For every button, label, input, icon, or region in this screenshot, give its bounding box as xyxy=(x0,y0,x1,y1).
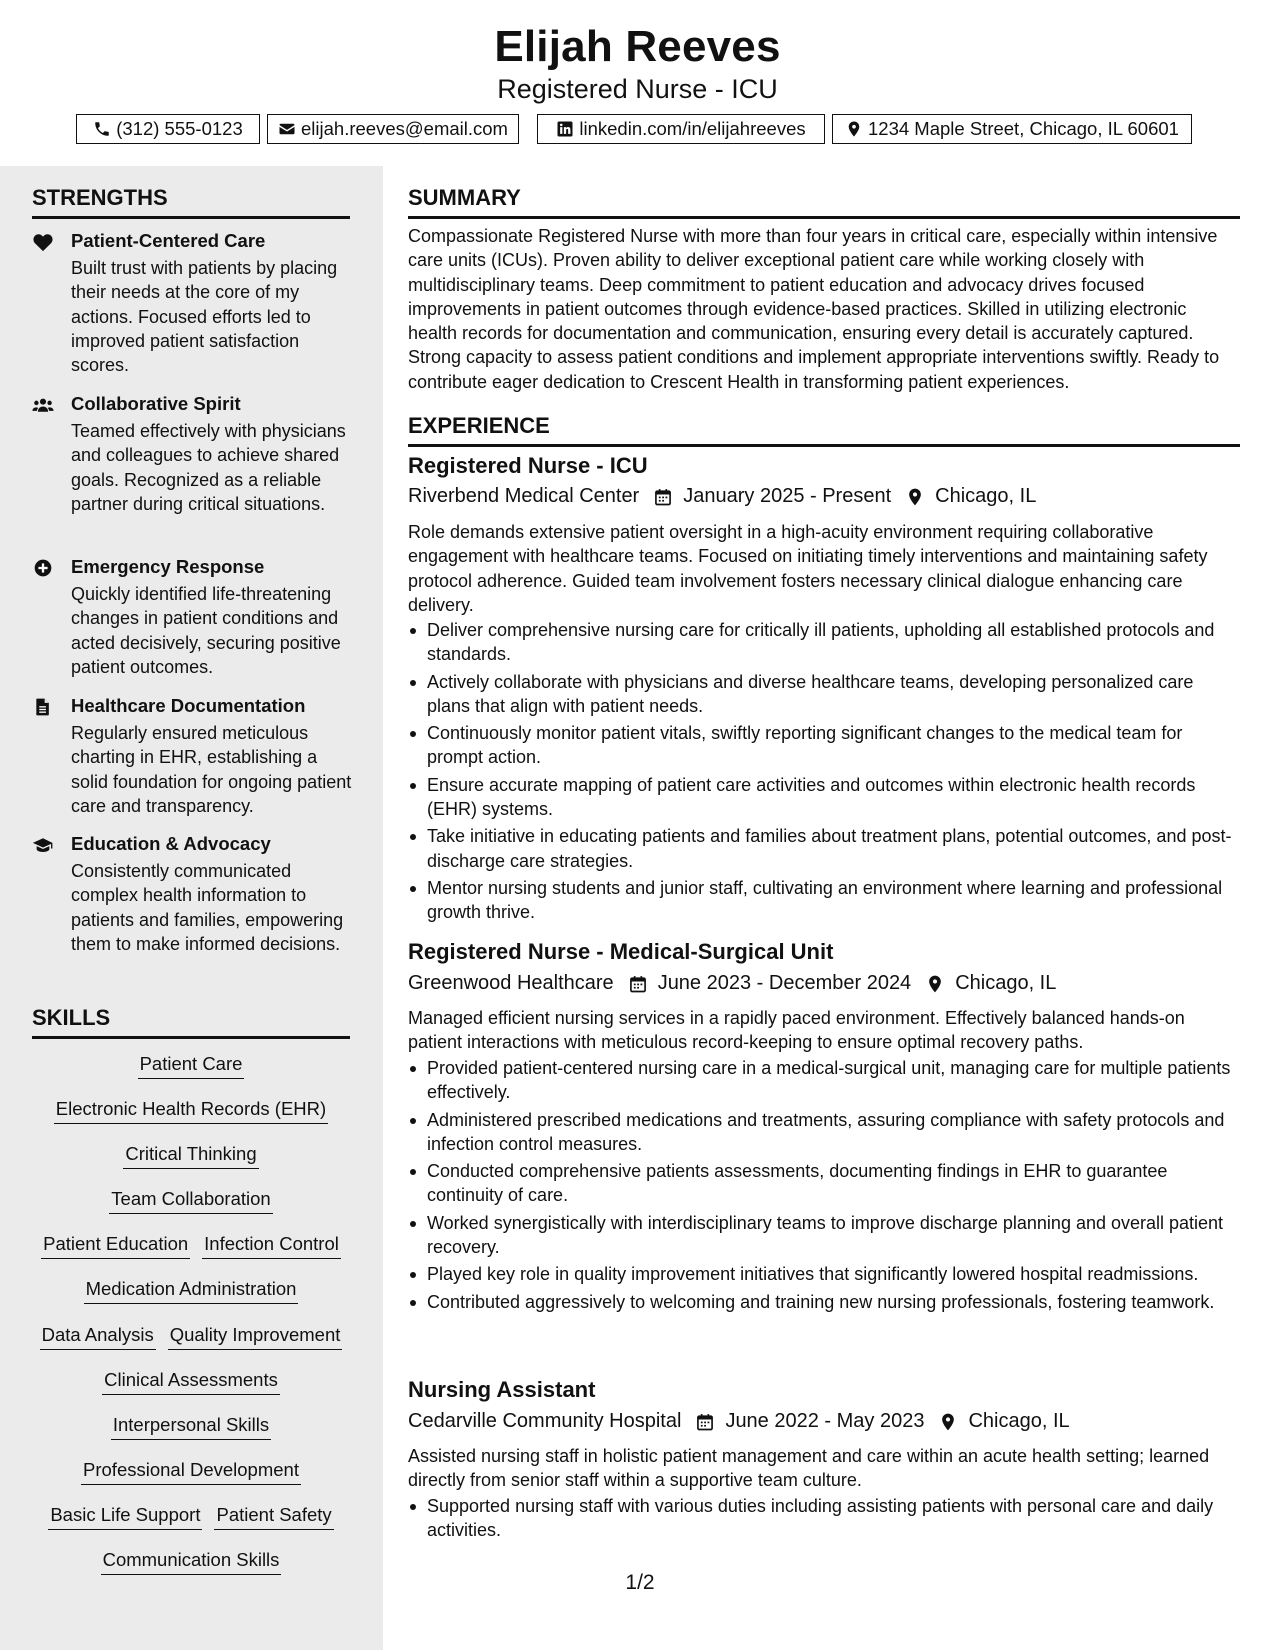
summary-text: Compassionate Registered Nurse with more than four years in critical care, especially within intensive care units (ICUs). Proven ability to deliver exceptional patient care while working closely with multidisciplinary teams. Deep commitment to patient education and advocacy drives focused improvements in patient outcomes through evidence-based practices. Skilled in utilizing electronic health records for documentation and communication, ensuring every detail is accurately captured. Strong capacity to assess patient conditions and implement appropriate interventions swiftly. Ready to contribute eager dedication to Crescent Health in transforming patient experiences. xyxy=(408,226,1220,392)
skill-row xyxy=(32,1369,350,1395)
bullet-item: Supported nursing staff with various duties including assisting patients with personal care and daily activities. xyxy=(408,1494,1240,1543)
contact-linkedin[interactable] xyxy=(537,114,825,144)
job-description: Role demands extensive patient oversight in a high-acuity environment requiring collaborative engagement with healthcare teams. Focused on initiating timely interventions and maintaining safety protocol adherence. Guided team involvement fosters necessary clinical dialogue enhancing care delivery. xyxy=(408,522,1208,615)
contact-email[interactable] xyxy=(267,114,519,144)
skill-row xyxy=(32,1188,350,1214)
strengths-heading: STRENGTHS xyxy=(32,185,350,219)
strength-title: Collaborative Spirit xyxy=(71,393,241,414)
bullet-item: Continuously monitor patient vitals, swiftly reporting significant changes to the medical team for prompt action. xyxy=(408,721,1240,770)
bullet-item: Take initiative in educating patients and families about treatment plans, potential outcomes, and post-discharge care strategies. xyxy=(408,824,1240,873)
contact-text: 1234 Maple Street, Chicago, IL 60601 xyxy=(868,118,1179,139)
candidate-title: Registered Nurse - ICU xyxy=(497,74,778,104)
skills-heading: SKILLS xyxy=(32,1005,350,1039)
strength-description: Consistently communicated complex health information to patients and families, empowering them to make informed decisions. xyxy=(71,861,344,954)
experience-heading: EXPERIENCE xyxy=(408,413,1240,447)
job-dates: June 2023 - December 2024 xyxy=(657,972,912,994)
skill-tag: Electronic Health Records (EHR) xyxy=(54,1098,328,1124)
strength-description: Regularly ensured meticulous charting in EHR, establishing a solid foundation for ongoing patient care and transparency. xyxy=(71,723,352,816)
users-icon xyxy=(32,395,54,415)
map-pin-icon xyxy=(905,487,925,507)
skill-tag: Medication Administration xyxy=(84,1278,299,1304)
calendar-icon xyxy=(628,974,648,994)
graduation-cap-icon xyxy=(32,835,54,855)
envelope-icon xyxy=(278,120,296,138)
page-number: 1/2 xyxy=(625,1571,655,1594)
bullet-item: Deliver comprehensive nursing care for critically ill patients, upholding all established protocols and standards. xyxy=(408,618,1240,667)
job-bullets xyxy=(408,1494,1240,1546)
heart-icon xyxy=(32,232,54,252)
bullet-item: Contributed aggressively to welcoming and training new nursing professionals, fostering teamwork. xyxy=(408,1290,1240,1314)
bullet-item: Conducted comprehensive patients assessments, documenting findings in EHR to guarantee continuity of care. xyxy=(408,1159,1240,1208)
job-dates: June 2022 - May 2023 xyxy=(725,1410,925,1432)
contact-address[interactable] xyxy=(832,114,1192,144)
skill-row xyxy=(32,1233,350,1259)
candidate-name: Elijah Reeves xyxy=(494,22,781,71)
skill-row xyxy=(32,1324,350,1350)
skill-tag: Professional Development xyxy=(81,1459,301,1485)
document-icon xyxy=(32,697,54,717)
bullet-item: Ensure accurate mapping of patient care activities and outcomes within electronic health records (EHR) systems. xyxy=(408,773,1240,822)
strength-title: Healthcare Documentation xyxy=(71,695,306,716)
job-description: Managed efficient nursing services in a rapidly paced environment. Effectively balanced hands-on patient interactions with meticulous record-keeping to ensure optimal recovery paths. xyxy=(408,1008,1185,1053)
contact-text: (312) 555-0123 xyxy=(116,118,243,139)
contact-text: linkedin.com/in/elijahreeves xyxy=(579,118,806,139)
skill-row xyxy=(32,1414,350,1440)
strength-title: Education & Advocacy xyxy=(71,833,271,854)
skill-tag: Patient Care xyxy=(138,1053,245,1079)
calendar-icon xyxy=(695,1412,715,1432)
job-meta xyxy=(408,972,1056,995)
map-pin-icon xyxy=(938,1412,958,1432)
skill-tag: Team Collaboration xyxy=(109,1188,272,1214)
contact-row xyxy=(0,114,1275,144)
job-title: Nursing Assistant xyxy=(408,1377,596,1402)
job-employer: Cedarville Community Hospital xyxy=(408,1410,682,1432)
linkedin-icon xyxy=(556,120,574,138)
skill-tag: Critical Thinking xyxy=(123,1143,258,1169)
skill-row xyxy=(32,1459,350,1485)
job-title: Registered Nurse - ICU xyxy=(408,453,648,478)
job-description: Assisted nursing staff in holistic patient management and care within an acute health setting; learned directly from senior staff within a supportive team culture. xyxy=(408,1446,1210,1491)
bullet-item: Mentor nursing students and junior staff, cultivating an environment where learning and professional growth thrive. xyxy=(408,876,1240,925)
map-pin-icon xyxy=(925,974,945,994)
bullet-item: Provided patient-centered nursing care in a medical-surgical unit, managing care for multiple patients effectively. xyxy=(408,1056,1240,1105)
job-location: Chicago, IL xyxy=(955,972,1057,994)
job-location: Chicago, IL xyxy=(968,1410,1070,1432)
resume-header xyxy=(0,0,1275,166)
skill-tag: Patient Safety xyxy=(214,1504,333,1530)
skill-tag: Quality Improvement xyxy=(168,1324,343,1350)
bullet-item: Actively collaborate with physicians and diverse healthcare teams, developing personalized care plans that align with patient needs. xyxy=(408,670,1240,719)
bullet-item: Administered prescribed medications and treatments, assuring compliance with safety protocols and infection control measures. xyxy=(408,1108,1240,1157)
skill-tag: Clinical Assessments xyxy=(102,1369,280,1395)
skill-row xyxy=(32,1098,350,1124)
skill-tag: Infection Control xyxy=(202,1233,341,1259)
job-meta xyxy=(408,485,1036,508)
skill-row xyxy=(32,1278,350,1304)
skill-tag: Basic Life Support xyxy=(48,1504,202,1530)
job-dates: January 2025 - Present xyxy=(683,485,892,507)
skill-row xyxy=(32,1504,350,1530)
strength-description: Quickly identified life-threatening changes in patient conditions and acted decisively, securing positive patient outcomes. xyxy=(71,584,341,677)
phone-icon xyxy=(93,120,111,138)
strength-title: Patient-Centered Care xyxy=(71,230,266,251)
skill-row xyxy=(32,1143,350,1169)
plus-circle-icon xyxy=(32,558,54,578)
skill-tag: Patient Education xyxy=(41,1233,190,1259)
job-employer: Greenwood Healthcare xyxy=(408,972,614,994)
summary-heading: SUMMARY xyxy=(408,185,1240,219)
map-pin-icon xyxy=(845,120,863,138)
calendar-icon xyxy=(653,487,673,507)
job-meta xyxy=(408,1410,1070,1433)
job-bullets xyxy=(408,1056,1240,1317)
skill-tag: Data Analysis xyxy=(40,1324,156,1350)
strength-description: Built trust with patients by placing their needs at the core of my actions. Focused efforts led to improved patient satisfaction scores. xyxy=(71,258,338,376)
skill-row xyxy=(32,1053,350,1079)
job-employer: Riverbend Medical Center xyxy=(408,485,640,507)
skill-tag: Communication Skills xyxy=(101,1549,282,1575)
skill-tag: Interpersonal Skills xyxy=(111,1414,271,1440)
strength-description: Teamed effectively with physicians and colleagues to achieve shared goals. Recognized as a reliable partner during critical situations. xyxy=(71,421,346,514)
bullet-item: Worked synergistically with interdisciplinary teams to improve discharge planning and overall patient recovery. xyxy=(408,1211,1240,1260)
contact-text: elijah.reeves@email.com xyxy=(301,118,508,139)
bullet-item: Played key role in quality improvement initiatives that significantly lowered hospital readmissions. xyxy=(408,1262,1240,1286)
job-title: Registered Nurse - Medical-Surgical Unit xyxy=(408,939,834,964)
job-bullets xyxy=(408,618,1240,928)
contact-phone[interactable] xyxy=(76,114,260,144)
job-location: Chicago, IL xyxy=(935,485,1037,507)
strength-title: Emergency Response xyxy=(71,556,265,577)
skill-row xyxy=(32,1549,350,1575)
